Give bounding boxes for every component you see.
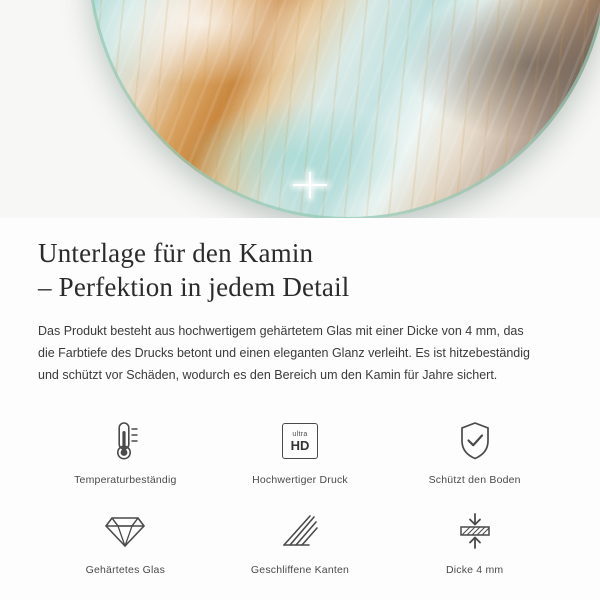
feature-label: Temperaturbeständig xyxy=(74,474,177,486)
feature-item-print-quality xyxy=(213,412,388,496)
headline-line-2: – Perfektion in jedem Detail xyxy=(38,272,350,302)
feature-item-floor-protection xyxy=(387,412,562,496)
fireplace-mat-image xyxy=(88,0,600,218)
content-section xyxy=(0,218,600,586)
ultra-hd-badge-bottom: HD xyxy=(290,437,310,453)
feature-grid xyxy=(38,412,562,586)
diamond-icon xyxy=(103,508,147,554)
page-title xyxy=(38,236,562,304)
feature-item-temperature xyxy=(38,412,213,496)
feature-label: Schützt den Boden xyxy=(428,474,521,486)
thermometer-icon xyxy=(105,418,145,464)
feature-label: Gehärtetes Glas xyxy=(85,564,166,576)
product-description-text: Das Produkt besteht aus hochwertigem gehärtetem Glas mit einer Dicke von 4 mm, das die Farbtiefe des Drucks betont und einen eleganten Glanz verleiht. Es ist hitzebeständig und schützt vor Schäden, wodurch es den Bereich um den Kamin für Jahre sichert. xyxy=(38,324,530,382)
headline-line-1: Unterlage für den Kamin xyxy=(38,238,314,268)
feature-item-polished-edges xyxy=(213,502,388,586)
polished-edges-icon xyxy=(279,508,321,554)
shield-check-icon xyxy=(455,418,495,464)
feature-label: Geschliffene Kanten xyxy=(250,564,350,576)
ultra-hd-icon xyxy=(282,418,318,464)
feature-label: Dicke 4 mm xyxy=(445,564,504,576)
feature-item-thickness xyxy=(387,502,562,586)
ultra-hd-badge-top: ultra xyxy=(292,430,308,438)
hero-image-section xyxy=(0,0,600,218)
thickness-icon xyxy=(454,508,496,554)
feature-item-tempered-glass xyxy=(38,502,213,586)
feature-label: Hochwertiger Druck xyxy=(252,474,348,486)
